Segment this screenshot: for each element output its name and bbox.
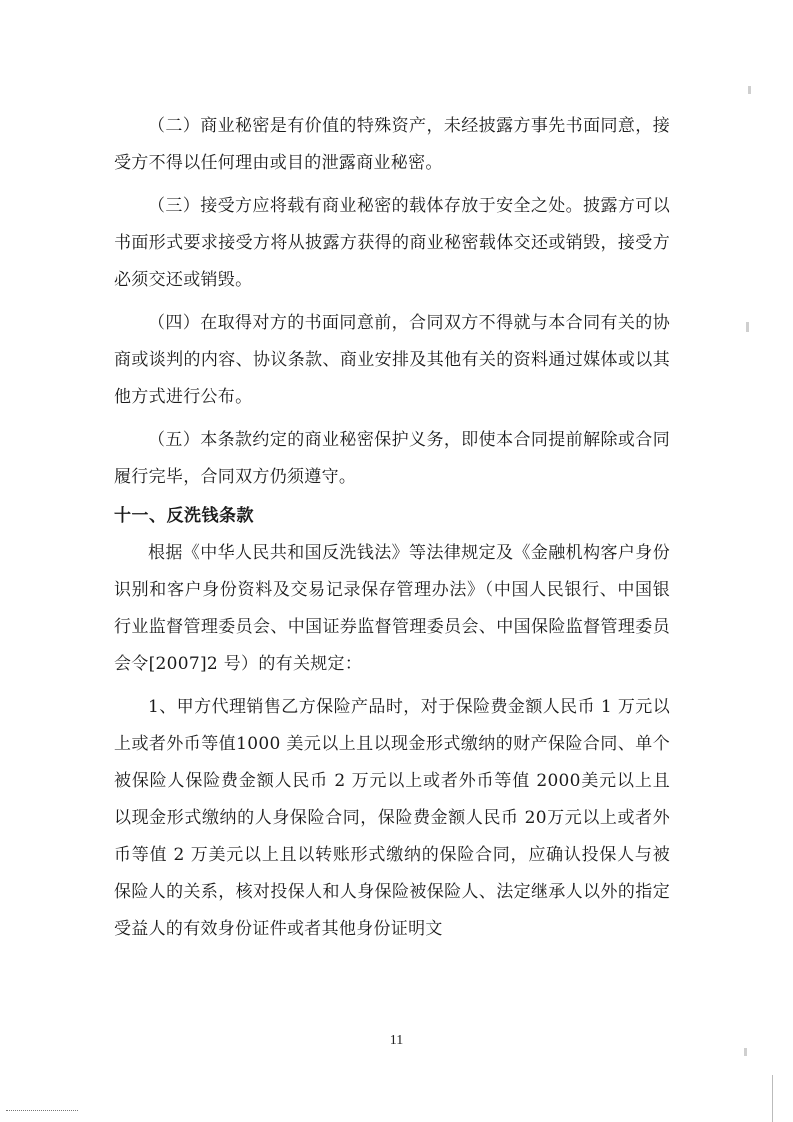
- paragraph-confidentiality-5: （五）本条款约定的商业秘密保护义务，即使本合同提前解除或合同履行完毕，合同双方仍须遵守。: [114, 430, 670, 487]
- scan-artifact-mark: [744, 1048, 747, 1056]
- paragraph-confidentiality-2: （二）商业秘密是有价值的特殊资产，未经披露方事先书面同意，接受方不得以任何理由或目的泄露商业秘密。: [114, 116, 670, 173]
- page-number: 11: [389, 1033, 404, 1048]
- paragraph-confidentiality-3: （三）接受方应将载有商业秘密的载体存放于安全之处。披露方可以书面形式要求接受方将从披露方获得的商业秘密载体交还或销毁，接受方必须交还或销毁。: [114, 196, 670, 290]
- page-content: [114, 108, 670, 948]
- scan-artifact-dots: [6, 1110, 78, 1111]
- paragraph-aml-intro: 根据《中华人民共和国反洗钱法》等法律规定及《金融机构客户身份识别和客户身份资料及交易记录保存管理办法》（中国人民银行、中国银行业监督管理委员会、中国证券监督管理委员会、中国保险监督管理委员会令[2007]2 号）的有关规定：: [114, 543, 670, 674]
- section-heading-anti-money-laundering: 十一、反洗钱条款: [114, 506, 254, 526]
- scan-artifact-edge: [772, 1075, 773, 1122]
- paragraph-confidentiality-4: （四）在取得对方的书面同意前，合同双方不得就与本合同有关的协商或谈判的内容、协议条款、商业安排及其他有关的资料通过媒体或以其他方式进行公布。: [114, 313, 670, 407]
- paragraph-aml-item-1: 1、甲方代理销售乙方保险产品时，对于保险费金额人民币 1 万元以上或者外币等值1000 美元以上且以现金形式缴纳的财产保险合同、单个被保险人保险费金额人民币 2 万元以上或者外币等值 2000美元以上且以现金形式缴纳的人身保险合同，保险费金额人民币 20万元以上或者外币等值 2 万美元以上且以转账形式缴纳的保险合同，应确认投保人与被保险人的关系，核对投保人和人身保险被保险人、法定继承人以外的指定受益人的有效身份证件或者其他身份证明文: [114, 697, 670, 939]
- scan-artifact-mark: [746, 322, 749, 332]
- scan-artifact-mark: [748, 86, 751, 94]
